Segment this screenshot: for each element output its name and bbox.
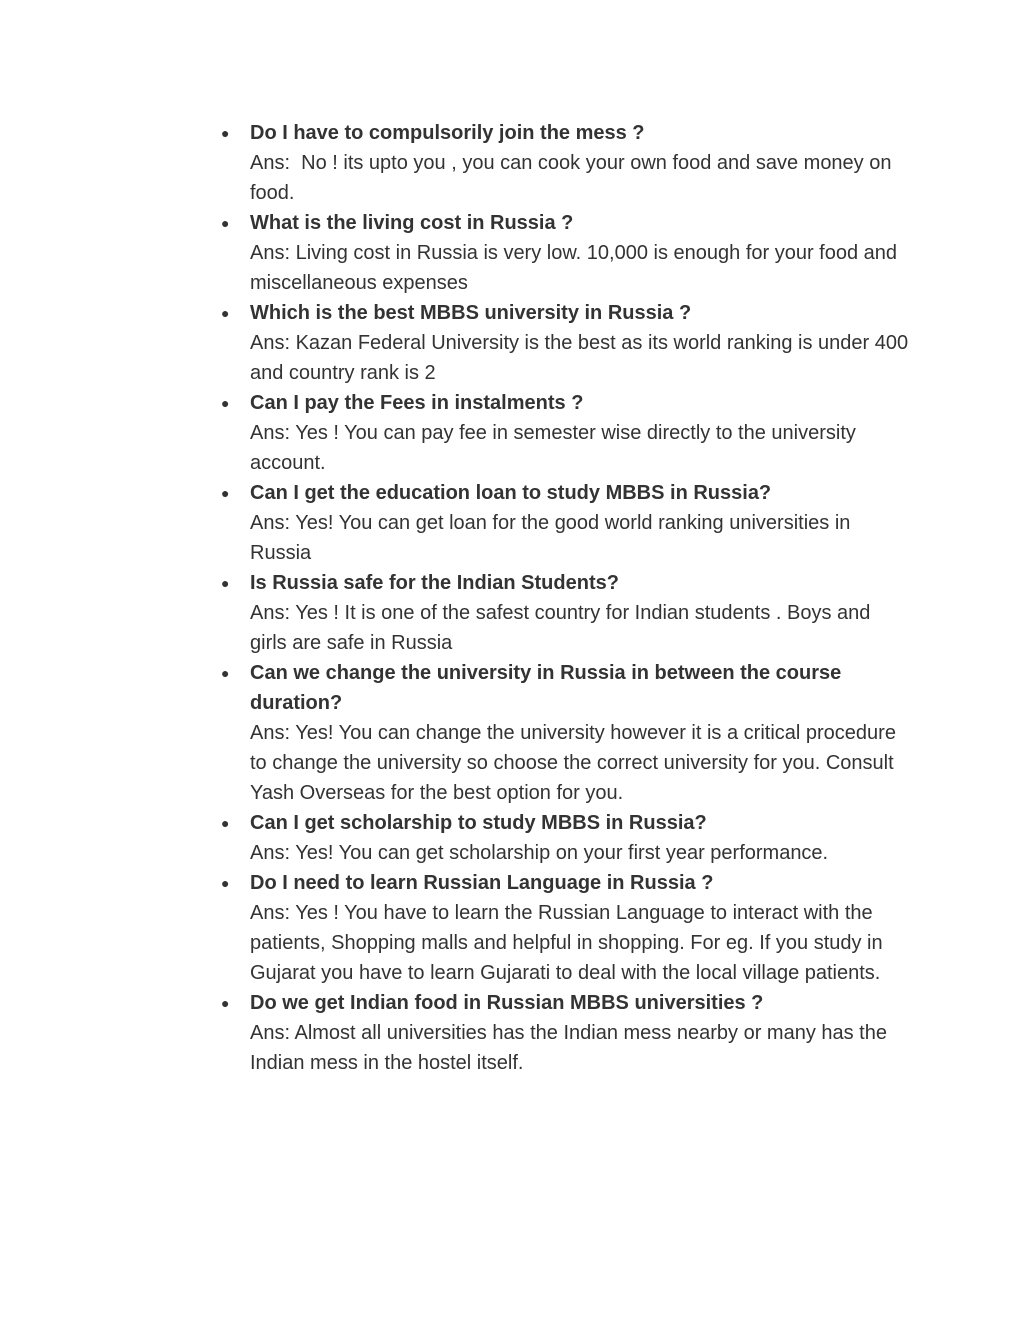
faq-item [221, 868, 910, 988]
faq-answer: Ans: Yes ! You have to learn the Russian Language to interact with the patients, Shopping malls and helpful in shopping. For eg. If you study in Gujarat you have to learn Gujarati to deal with the local village patients. [250, 902, 889, 984]
bullet-icon: ● [221, 395, 230, 411]
faq-answer: Ans: Kazan Federal University is the best as its world ranking is under 400 and country rank is 2 [250, 332, 914, 384]
bullet-icon: ● [221, 485, 230, 501]
faq-item [221, 388, 910, 478]
faq-item [221, 568, 910, 658]
faq-question: Can I get the education loan to study MBBS in Russia? [250, 482, 772, 504]
bullet-icon: ● [221, 815, 230, 831]
bullet-icon: ● [221, 665, 230, 681]
faq-item [221, 118, 910, 208]
faq-item [221, 298, 914, 388]
faq-answer: Ans: Yes! You can get scholarship on your first year performance. [250, 842, 829, 864]
faq-question: Do we get Indian food in Russian MBBS universities ? [250, 992, 764, 1014]
faq-question: Do I need to learn Russian Language in Russia ? [250, 872, 714, 894]
faq-item [221, 478, 910, 568]
faq-answer: Ans: Yes ! You can pay fee in semester wise directly to the university account. [250, 422, 862, 474]
faq-answer: Ans: Yes! You can get loan for the good world ranking universities in Russia [250, 512, 856, 564]
faq-question: Can we change the university in Russia in between the course duration? [250, 662, 842, 714]
faq-list [221, 118, 914, 1078]
bullet-icon: ● [221, 215, 230, 231]
bullet-icon: ● [221, 995, 230, 1011]
faq-question: Can I get scholarship to study MBBS in Russia? [250, 812, 707, 834]
faq-item [221, 658, 910, 808]
faq-question: Can I pay the Fees in instalments ? [250, 392, 584, 414]
faq-item [221, 208, 910, 298]
faq-question: What is the living cost in Russia ? [250, 212, 574, 234]
faq-answer: Ans: No ! its upto you , you can cook your own food and save money on food. [250, 152, 898, 204]
faq-question: Is Russia safe for the Indian Students? [250, 572, 619, 594]
faq-answer: Ans: Yes! You can change the university however it is a critical procedure to change the university so choose the correct university for you. Consult Yash Overseas for the best option for you. [250, 722, 902, 804]
faq-answer: Ans: Living cost in Russia is very low. 10,000 is enough for your food and miscellaneous expenses [250, 242, 903, 294]
faq-question: Do I have to compulsorily join the mess ? [250, 122, 645, 144]
faq-question: Which is the best MBBS university in Russia ? [250, 302, 692, 324]
bullet-icon: ● [221, 875, 230, 891]
bullet-icon: ● [221, 125, 230, 141]
faq-answer: Ans: Almost all universities has the Indian mess nearby or many has the Indian mess in the hostel itself. [250, 1022, 893, 1074]
faq-item [221, 988, 910, 1078]
faq-item [221, 808, 910, 868]
bullet-icon: ● [221, 305, 230, 321]
bullet-icon: ● [221, 575, 230, 591]
faq-answer: Ans: Yes ! It is one of the safest country for Indian students . Boys and girls are safe in Russia [250, 602, 876, 654]
